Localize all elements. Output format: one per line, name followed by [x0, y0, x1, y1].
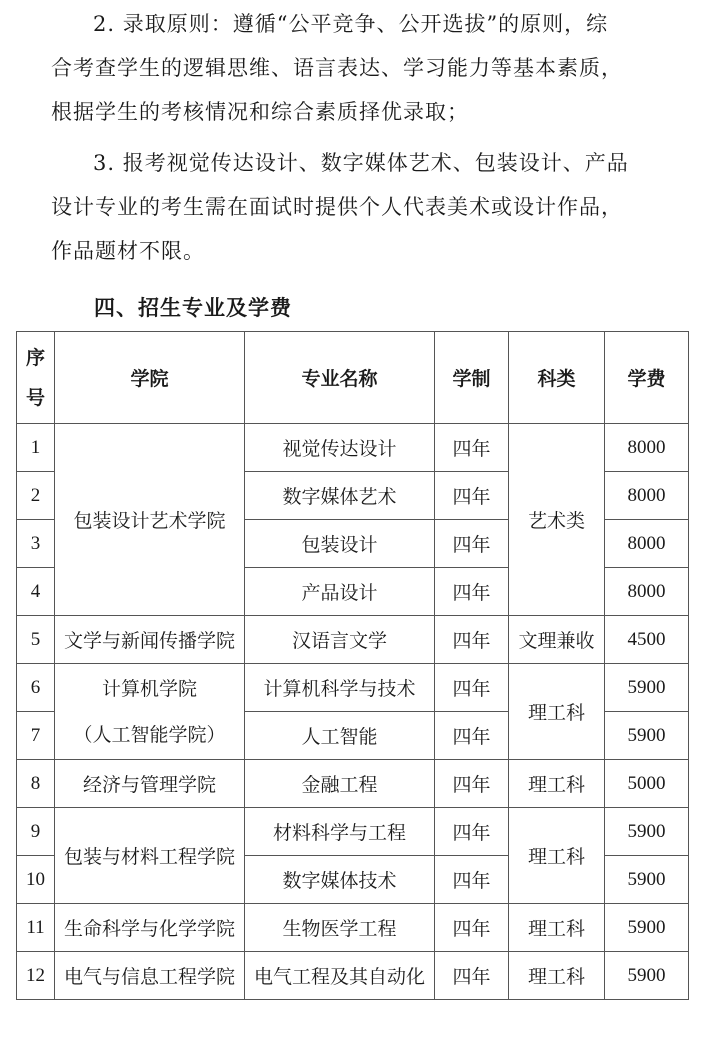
category-cell: 理工科: [509, 760, 605, 808]
duration-cell: 四年: [435, 856, 509, 904]
college-cell: 包装与材料工程学院: [55, 808, 245, 904]
seq-cell: 8: [17, 760, 55, 808]
portfolio-requirement-paragraph: [51, 141, 671, 273]
fee-cell: 5000: [605, 760, 689, 808]
table-row: [17, 424, 689, 472]
duration-cell: 四年: [435, 664, 509, 712]
seq-cell: 4: [17, 568, 55, 616]
category-cell: 文理兼收: [509, 616, 605, 664]
duration-cell: 四年: [435, 520, 509, 568]
table-row: [17, 952, 689, 1000]
paragraph-line: 2. 录取原则：遵循“公平竞争、公开选拔”的原则，综: [93, 12, 609, 36]
fee-cell: 8000: [605, 472, 689, 520]
header-duration: 学制: [435, 332, 509, 424]
seq-cell: 1: [17, 424, 55, 472]
college-cell: 生命科学与化学学院: [55, 904, 245, 952]
duration-cell: 四年: [435, 808, 509, 856]
fee-cell: 8000: [605, 520, 689, 568]
fee-cell: 8000: [605, 568, 689, 616]
header-seq: 序 号: [17, 332, 55, 424]
fee-cell: 5900: [605, 856, 689, 904]
duration-cell: 四年: [435, 616, 509, 664]
table-row: [17, 904, 689, 952]
college-cell: 文学与新闻传播学院: [55, 616, 245, 664]
table-header-row: [17, 332, 689, 424]
fee-cell: 8000: [605, 424, 689, 472]
fee-cell: 5900: [605, 808, 689, 856]
table-row: [17, 760, 689, 808]
major-cell: 计算机科学与技术: [245, 664, 435, 712]
category-cell: 理工科: [509, 952, 605, 1000]
fee-cell: 5900: [605, 952, 689, 1000]
table-row: [17, 664, 689, 712]
header-category: 科类: [509, 332, 605, 424]
duration-cell: 四年: [435, 568, 509, 616]
majors-fee-table: [16, 331, 689, 1000]
major-cell: 电气工程及其自动化: [245, 952, 435, 1000]
duration-cell: 四年: [435, 472, 509, 520]
category-cell: 理工科: [509, 664, 605, 760]
duration-cell: 四年: [435, 712, 509, 760]
admission-principle-paragraph: [51, 2, 671, 134]
major-cell: 生物医学工程: [245, 904, 435, 952]
college-cell: 计算机学院 （人工智能学院）: [55, 664, 245, 760]
major-cell: 金融工程: [245, 760, 435, 808]
major-cell: 人工智能: [245, 712, 435, 760]
fee-cell: 4500: [605, 616, 689, 664]
seq-cell: 5: [17, 616, 55, 664]
paragraph-line: 3. 报考视觉传达设计、数字媒体艺术、包装设计、产品: [93, 151, 629, 175]
header-fee: 学费: [605, 332, 689, 424]
major-cell: 数字媒体技术: [245, 856, 435, 904]
seq-cell: 12: [17, 952, 55, 1000]
duration-cell: 四年: [435, 904, 509, 952]
table-row: [17, 808, 689, 856]
table-row: [17, 616, 689, 664]
college-cell: 包装设计艺术学院: [55, 424, 245, 616]
fee-cell: 5900: [605, 664, 689, 712]
duration-cell: 四年: [435, 424, 509, 472]
college-cell: 经济与管理学院: [55, 760, 245, 808]
seq-cell: 11: [17, 904, 55, 952]
seq-cell: 9: [17, 808, 55, 856]
major-cell: 包装设计: [245, 520, 435, 568]
seq-cell: 7: [17, 712, 55, 760]
duration-cell: 四年: [435, 952, 509, 1000]
major-cell: 材料科学与工程: [245, 808, 435, 856]
category-cell: 理工科: [509, 904, 605, 952]
paragraph-line: 根据学生的考核情况和综合素质择优录取；: [51, 100, 469, 124]
seq-cell: 6: [17, 664, 55, 712]
college-cell: 电气与信息工程学院: [55, 952, 245, 1000]
major-cell: 视觉传达设计: [245, 424, 435, 472]
header-college: 学院: [55, 332, 245, 424]
major-cell: 数字媒体艺术: [245, 472, 435, 520]
major-cell: 产品设计: [245, 568, 435, 616]
seq-cell: 3: [17, 520, 55, 568]
section-heading: 四、招生专业及学费: [94, 296, 292, 320]
paragraph-line: 设计专业的考生需在面试时提供个人代表美术或设计作品，: [51, 195, 623, 219]
paragraph-line: 作品题材不限。: [51, 239, 205, 263]
fee-cell: 5900: [605, 904, 689, 952]
duration-cell: 四年: [435, 760, 509, 808]
major-cell: 汉语言文学: [245, 616, 435, 664]
paragraph-line: 合考查学生的逻辑思维、语言表达、学习能力等基本素质，: [51, 56, 623, 80]
header-major: 专业名称: [245, 332, 435, 424]
seq-cell: 10: [17, 856, 55, 904]
fee-cell: 5900: [605, 712, 689, 760]
seq-cell: 2: [17, 472, 55, 520]
category-cell: 艺术类: [509, 424, 605, 616]
category-cell: 理工科: [509, 808, 605, 904]
